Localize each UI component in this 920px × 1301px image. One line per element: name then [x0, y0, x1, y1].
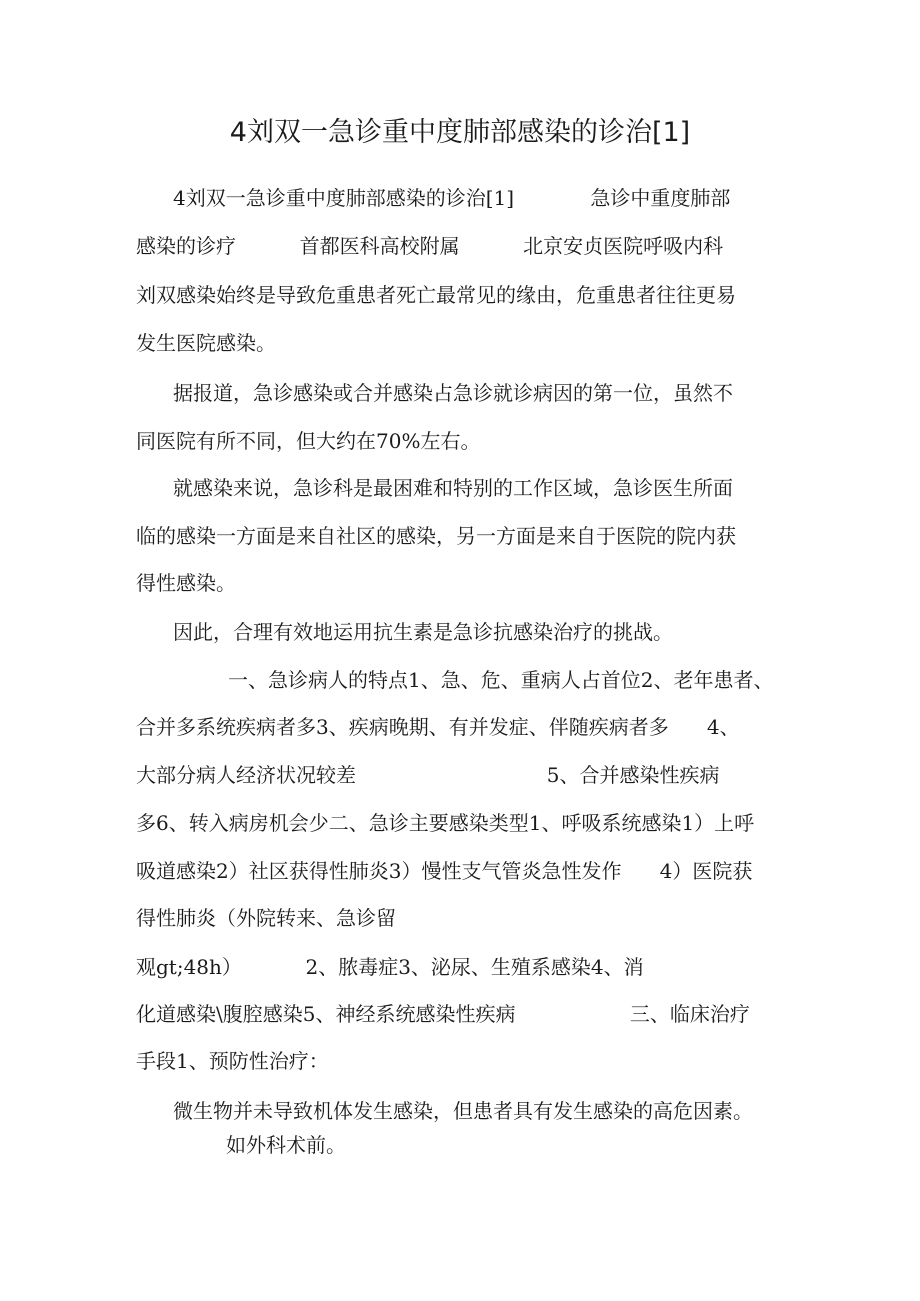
- text-line: 就感染来说，急诊科是最困难和特别的工作区域，急诊医生所面: [173, 476, 733, 500]
- text-line: 合并多系统疾病者多3、疾病晚期、有并发症、伴随疾病者多 4、: [136, 715, 740, 739]
- text-line: 得性感染。: [136, 571, 236, 595]
- document-title: 4刘双一急诊重中度肺部感染的诊治[1]: [229, 117, 691, 148]
- text-line: 临的感染一方面是来自社区的感染，另一方面是来自于医院的院内获: [136, 524, 736, 548]
- text-line: 大部分病人经济状况较差 5、合并感染性疾病: [136, 763, 720, 787]
- text-line: 刘双感染始终是导致危重患者死亡最常见的缘由，危重患者往往更易: [136, 283, 736, 307]
- text-line: 据报道，急诊感染或合并感染占急诊就诊病因的第一位，虽然不: [173, 381, 733, 405]
- text-line: 得性肺炎（外院转来、急诊留: [136, 906, 396, 930]
- text-line: 感染的诊疗 首都医科高校附属 北京安贞医院呼吸内科: [136, 234, 724, 258]
- text-line: 4刘双一急诊重中度肺部感染的诊治[1] 急诊中重度肺部: [173, 186, 731, 210]
- text-line: 一、急诊病人的特点1、急、危、重病人占首位2、老年患者、: [228, 668, 774, 692]
- text-line: 因此，合理有效地运用抗生素是急诊抗感染治疗的挑战。: [173, 620, 673, 644]
- text-line: 化道感染\腹腔感染5、神经系统感染性疾病 三、临床治疗: [136, 1002, 750, 1026]
- text-line: 微生物并未导致机体发生感染，但患者具有发生感染的高危因素。: [173, 1099, 753, 1123]
- text-line: 吸道感染2）社区获得性肺炎3）慢性支气管炎急性发作 4）医院获: [136, 859, 753, 883]
- text-line: 多6、转入病房机会少二、急诊主要感染类型1、呼吸系统感染1）上呼: [136, 811, 755, 835]
- text-line: 如外科术前。: [226, 1133, 346, 1157]
- text-line: 发生医院感染。: [136, 331, 276, 355]
- text-line: 同医院有所不同，但大约在70%左右。: [136, 429, 481, 453]
- text-line: 观gt;48h） 2、脓毒症3、泌尿、生殖系感染4、消: [136, 955, 644, 979]
- text-line: 手段1、预防性治疗：: [136, 1049, 329, 1073]
